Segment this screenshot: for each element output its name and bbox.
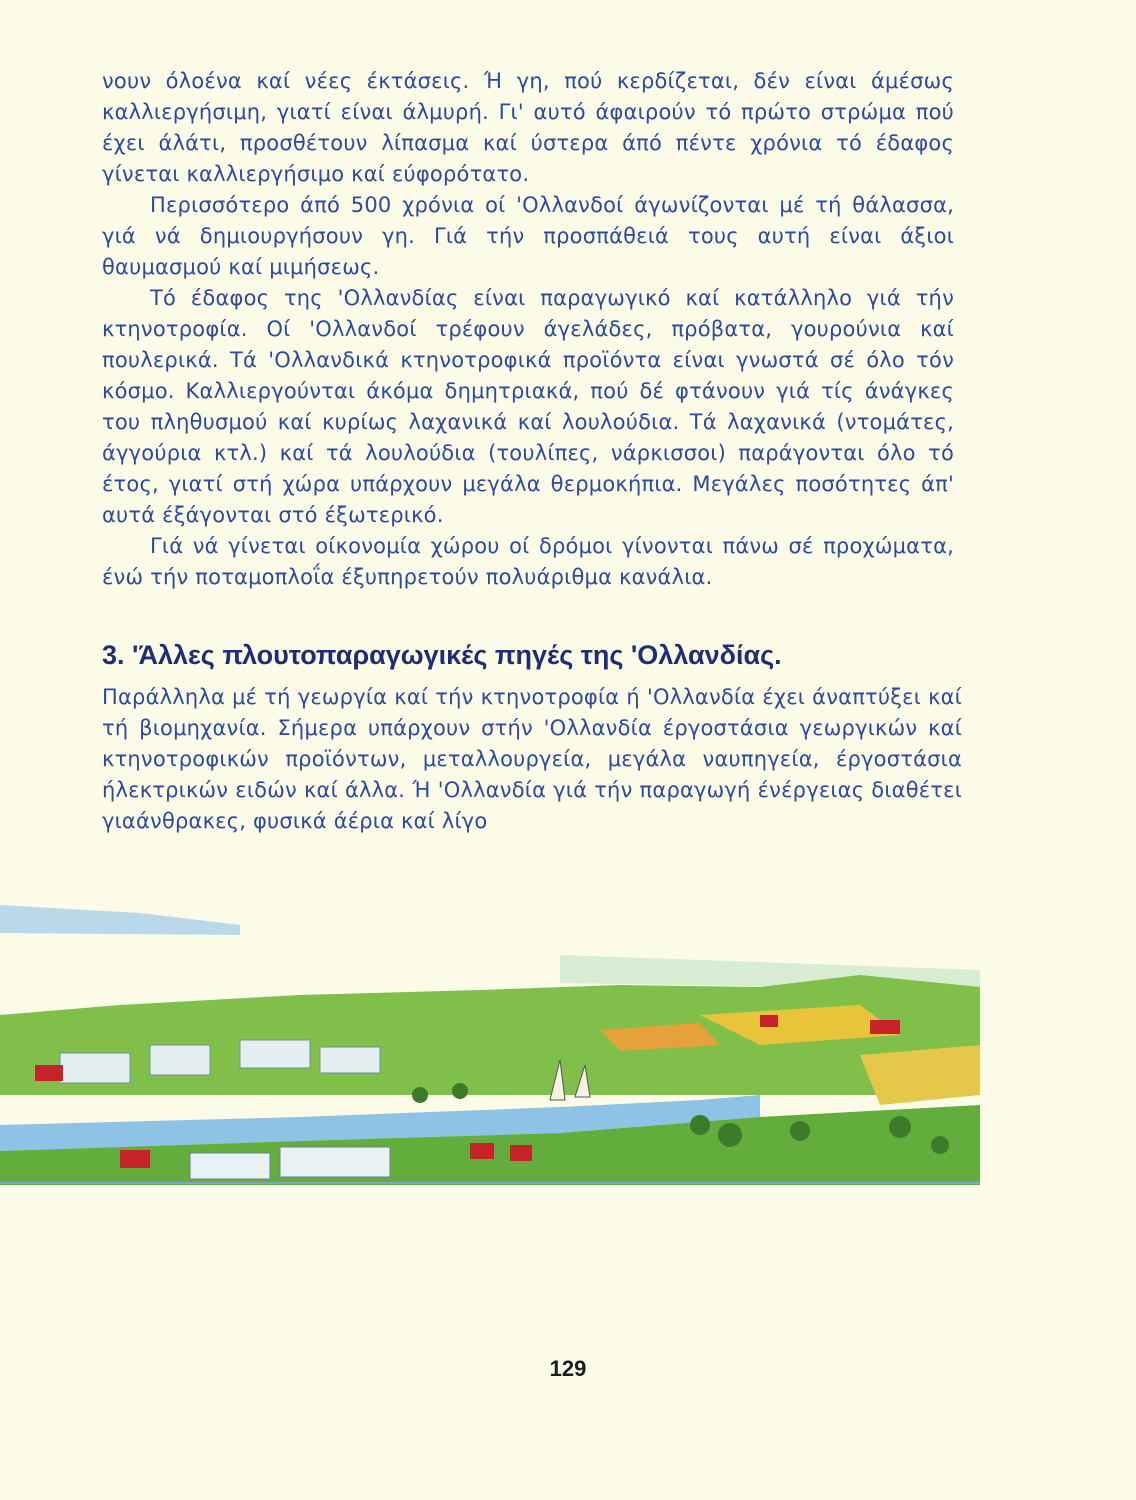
paragraph-2: Περισσότερο άπό 500 χρόνια οί 'Ολλανδοί άγωνίζονται μέ τή θάλασσα, γιά νά δημιουργήσουν γη. Γιά τήν προσπάθειά τους αυτή είναι άξιοι θαυμασμού καί μιμήσεως.	[102, 193, 954, 279]
body-text	[102, 66, 954, 593]
dutch-landscape-illustration	[0, 895, 1136, 1185]
sea-strip	[0, 905, 240, 935]
paragraph-4: Γιά νά γίνεται οίκονομία χώρου οί δρόμοι γίνονται πάνω σέ προχώματα, ένώ τήν ποταμοπλοΐα έξυπηρετούν πολυάριθμα κανάλια.	[102, 534, 954, 589]
yellow-field-right	[860, 1045, 980, 1105]
paragraph-1: νουν όλοένα καί νέες έκτάσεις. Ή γη, πού κερδίζεται, δέν είναι άμέσως καλλιεργήσιμη, γιατί είναι άλμυρή. Γι' αυτό άφαιρούν τό πρώτο στρώμα πού έχει άλάτι, προσθέτουν λίπασμα καί ύστερα άπό πέντε χρόνια τό έδαφος γίνεται καλλιεργήσιμο καί εύφορότατο.	[102, 69, 954, 186]
section-body	[102, 682, 962, 837]
section-heading: 3. 'Άλλες πλουτοπαραγωγικές πηγές της 'Ολλανδίας.	[102, 640, 782, 670]
page-number: 129	[549, 1356, 587, 1381]
paragraph-3: Τό έδαφος της 'Ολλανδίας είναι παραγωγικό καί κατάλληλο γιά τήν κτηνοτροφία. Οί 'Ολλανδοί τρέφουν άγελάδες, πρόβατα, γουρούνια καί πουλερικά. Τά 'Ολλανδικά κτηνοτροφικά προϊόντα είναι γνωστά σέ όλο τόν κόσμο. Καλλιεργούνται άκόμα δημητριακά, πού δέ φτάνουν γιά τίς άνάγκες του πληθυσμού καί κυρίως λαχανικά καί λουλούδια. Τά λαχανικά (ντομάτες, άγγούρια κτλ.) καί τά λουλούδια (τουλίπες, νάρκισσοι) παράγονται όλο τό έτος, γιατί στή χώρα υπάρχουν μεγάλα θερμοκήπια. Μεγάλες ποσότητες άπ' αυτά έξάγονται στό έξωτερικό.	[102, 286, 954, 527]
section-paragraph: Παράλληλα μέ τή γεωργία καί τήν κτηνοτροφία ή 'Ολλανδία έχει άναπτύξει καί τή βιομηχανία. Σήμερα υπάρχουν στήν 'Ολλανδία έργοστάσια γεωργικών καί κτηνοτροφικών προϊόντων, μεταλλουργεία, μεγάλα ναυπηγεία, έργοστάσια ήλεκτρικών ειδών καί άλλα. Ή 'Ολλανδία γιά τήν παραγωγή ένέργειας διαθέτει γιαάνθρακες, φυσικά άέρια καί λίγο	[102, 685, 962, 833]
